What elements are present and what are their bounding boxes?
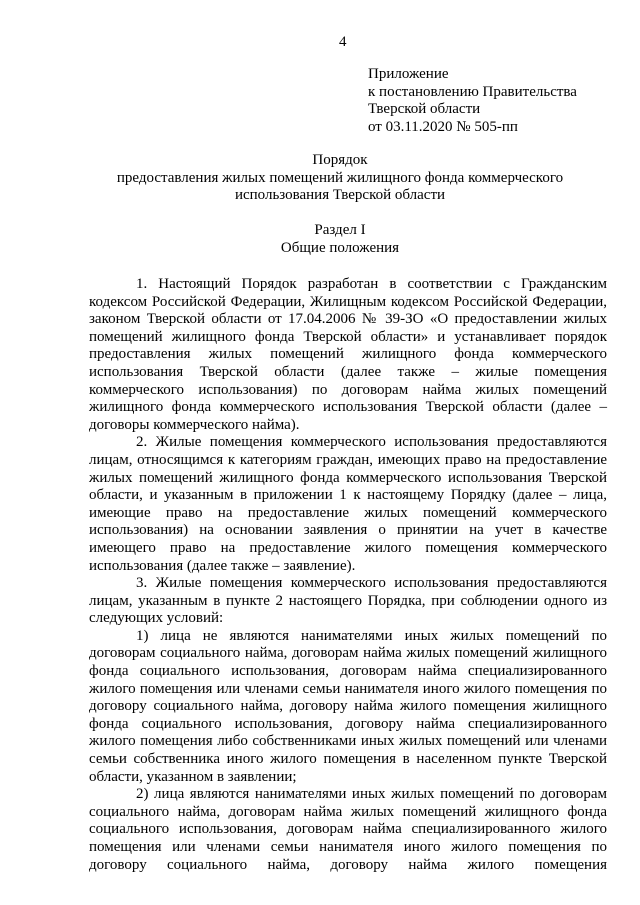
page-number: 4 xyxy=(339,34,347,50)
section-name: Общие положения xyxy=(280,239,400,256)
title-line: предоставления жилых помещений жилищного фонда коммерческого xyxy=(116,169,564,186)
title-line: Порядок xyxy=(312,152,368,168)
document-title xyxy=(60,152,620,205)
appendix-line: Приложение xyxy=(368,66,449,82)
title-line: использования Тверской области xyxy=(234,187,446,204)
section-heading xyxy=(60,222,620,257)
paragraph: 1) лица не являются нанимателями иных жилых помещений по договорам социального найма, договорам найма жилых помещений жилищного фонда социального использования, договорам найма специализированного жилого помещения или членами семьи нанимателя иного жилого помещения по договору социального найма, договору найма жилого помещения жилищного фонда социального использования, договору найма специализированного жилого помещения либо собственниками иных жилых помещений или членами семьи собственника иного жилого помещения в населенном пункте Тверской области, указанном в заявлении; xyxy=(89,627,607,785)
paragraph: 1. Настоящий Порядок разработан в соответствии с Гражданским кодексом Российской Федерации, Жилищным кодексом Российской Федерации, законом Тверской области от 17.04.2006 № 39-ЗО «О предоставлении жилых помещений жилищного фонда Тверской области» и устанавливает порядок предоставления жилых помещений жилищного фонда коммерческого использования Тверской области (далее также – жилые помещения коммерческого использования) по договорам найма жилых помещений жилищного фонда коммерческого использования Тверской области (далее – договоры коммерческого найма). xyxy=(89,276,607,433)
section-number: Раздел I xyxy=(314,222,366,238)
appendix-line: к постановлению Правительства xyxy=(368,83,577,100)
appendix-line: от 03.11.2020 № 505-пп xyxy=(368,118,518,135)
appendix-line: Тверской области xyxy=(368,101,481,118)
document-body xyxy=(89,276,607,874)
paragraph: 2) лица являются нанимателями иных жилых помещений по договорам социального найма, договорам найма жилых помещений жилищного фонда социального использования, договорам найма специализированного жилого помещения или членами семьи нанимателя иного жилого помещения по договору социального найма, договору найма жилого помещения xyxy=(89,786,607,873)
paragraph: 2. Жилые помещения коммерческого использования предоставляются лицам, относящимся к категориям граждан, имеющих право на предоставление жилых помещений жилищного фонда коммерческого использования Тверской области, и указанным в приложении 1 к настоящему Порядку (далее – лица, имеющие право на предоставление жилых помещений коммерческого использования) на основании заявления о принятии на учет в качестве имеющего право на предоставление жилого помещения коммерческого использования (далее также – заявление). xyxy=(89,434,607,574)
appendix-header xyxy=(368,66,608,136)
paragraph: 3. Жилые помещения коммерческого использования предоставляются лицам, указанным в пункте 2 настоящего Порядка, при соблюдении одного из следующих условий: xyxy=(89,575,607,627)
